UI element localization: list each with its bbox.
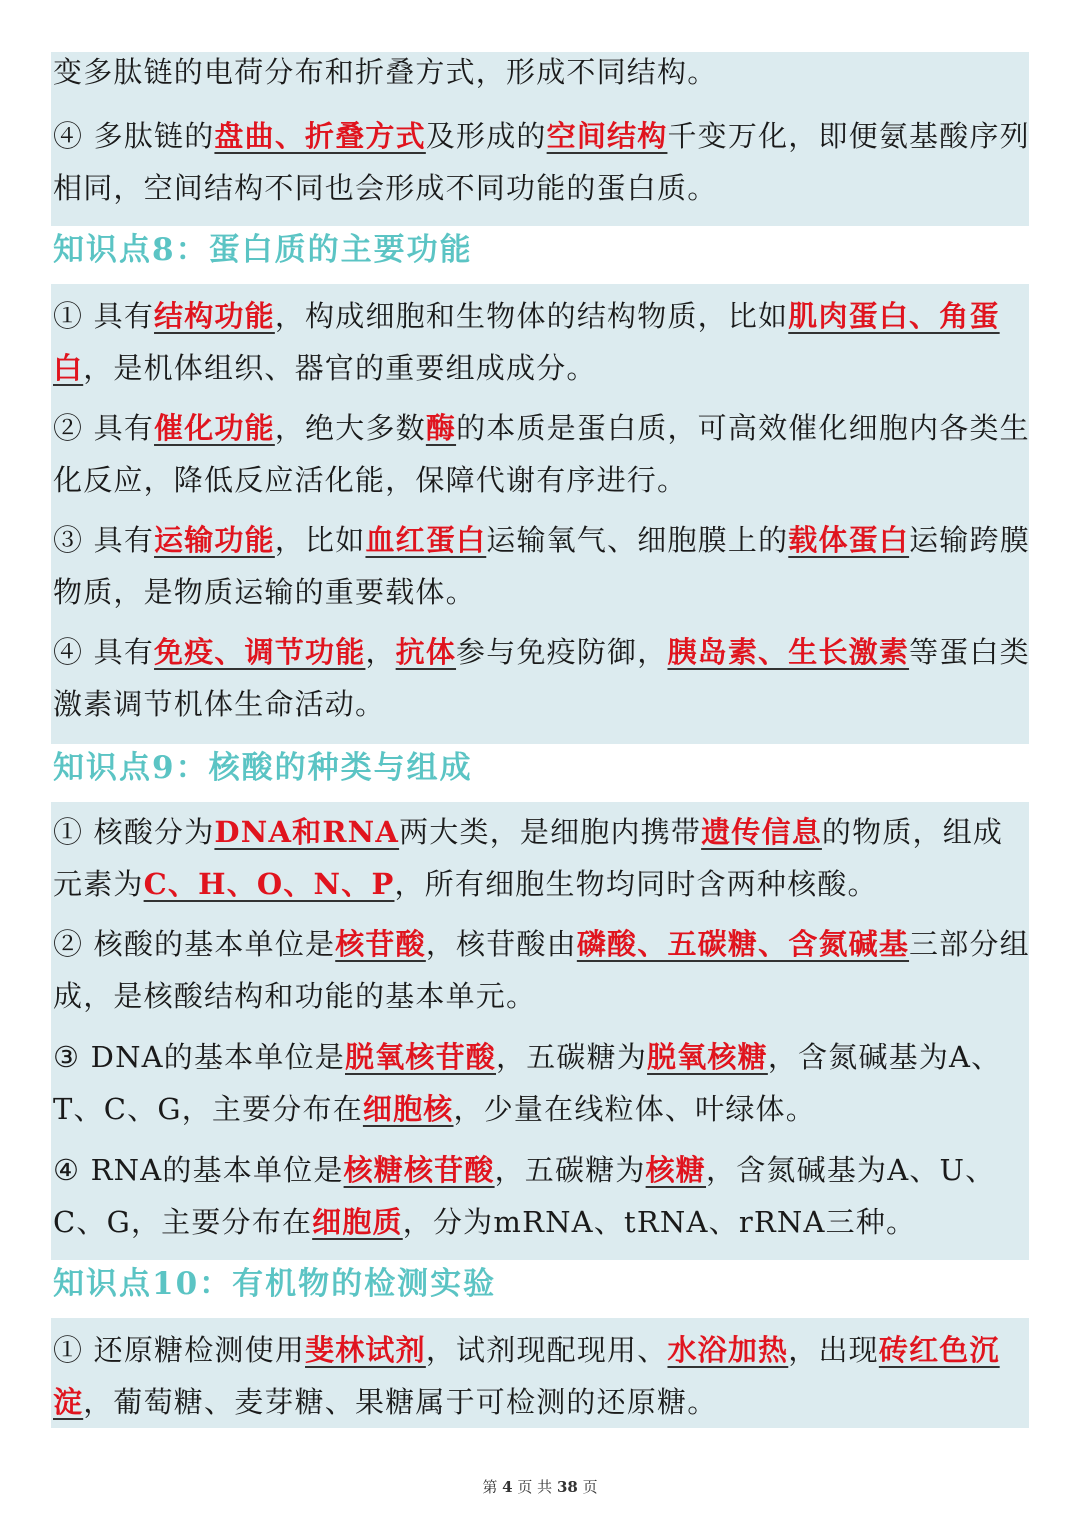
paragraph-text: ，分为mRNA、tRNA、rRNA三种。 xyxy=(402,1205,917,1239)
highlighted-term: 脱氧核糖 xyxy=(647,1040,768,1074)
highlighted-term: DNA和RNA xyxy=(214,815,400,849)
paragraph-text: ，绝大多数 xyxy=(274,411,426,445)
paragraph-text: 的物质，组成元素为 xyxy=(53,815,1004,901)
paragraph-text: ④ RNA的基本单位是 xyxy=(53,1153,344,1187)
highlighted-term: 细胞质 xyxy=(312,1205,403,1239)
paragraph-text: ，核苷酸由 xyxy=(425,927,577,961)
section-heading: 知识点10：有机物的检测实验 xyxy=(53,1266,497,1302)
paragraph-text: ，五碳糖为 xyxy=(496,1040,648,1074)
paragraph-text: ① 还原糖检测使用 xyxy=(53,1333,306,1367)
page-number-suffix: 页 xyxy=(582,1478,598,1496)
section-heading: 知识点8：蛋白质的主要功能 xyxy=(53,232,473,268)
paragraph-text: 变多肽链的电荷分布和折叠方式，形成不同结构。 xyxy=(53,55,718,89)
paragraph xyxy=(53,290,1033,394)
paragraph xyxy=(53,1031,1033,1135)
highlighted-term: 载体蛋白 xyxy=(788,523,910,557)
highlighted-term: 细胞核 xyxy=(362,1092,454,1126)
paragraph-text: 及形成的 xyxy=(425,119,547,153)
page-number-middle: 页 共 xyxy=(517,1478,553,1496)
highlighted-term: 空间结构 xyxy=(546,119,668,153)
page-number-total: 38 xyxy=(556,1478,578,1496)
page-number xyxy=(0,1476,1080,1497)
paragraph-text: ④ 多肽链的 xyxy=(53,119,215,153)
highlighted-term: 核苷酸 xyxy=(335,927,426,961)
paragraph-text: ② 具有 xyxy=(53,411,155,445)
paragraph-text: ，是机体组织、器官的重要组成成分。 xyxy=(83,351,597,385)
paragraph-text: ， xyxy=(365,635,396,669)
paragraph xyxy=(53,918,1033,1022)
paragraph-text: ，所有细胞生物均同时含两种核酸。 xyxy=(394,867,878,901)
highlighted-term: 血红蛋白 xyxy=(365,523,487,557)
paragraph-text: ，试剂现配现用、 xyxy=(425,1333,668,1367)
paragraph-text: ，含氮碱基为A、U、C、G，主要分布在 xyxy=(53,1153,996,1239)
section-heading: 知识点9：核酸的种类与组成 xyxy=(53,750,473,786)
paragraph-text: ① 核酸分为 xyxy=(53,815,215,849)
paragraph-text: ，出现 xyxy=(788,1333,879,1367)
highlighted-term: 斐林试剂 xyxy=(305,1333,426,1367)
paragraph-text: 三部分组成，是核酸结构和功能的基本单元。 xyxy=(53,927,1030,1013)
highlighted-term: 酶 xyxy=(425,411,457,445)
highlighted-term: 核糖 xyxy=(645,1153,707,1187)
highlighted-term: 磷酸、五碳糖、含氮碱基 xyxy=(576,927,910,961)
paragraph xyxy=(53,1144,1033,1248)
paragraph-text: 千变万化，即便氨基酸序列相同，空间结构不同也会形成不同功能的蛋白质。 xyxy=(53,119,1030,205)
paragraph-text: ③ DNA的基本单位是 xyxy=(53,1040,345,1074)
paragraph-text: ，少量在线粒体、叶绿体。 xyxy=(453,1092,816,1126)
paragraph-text: ，五碳糖为 xyxy=(494,1153,646,1187)
paragraph-text: ，比如 xyxy=(274,523,366,557)
highlighted-term: 抗体 xyxy=(395,635,457,669)
highlighted-term: 免疫、调节功能 xyxy=(154,635,366,669)
highlighted-term: C、H、O、N、P xyxy=(143,867,395,901)
paragraph-text: 的本质是蛋白质，可高效催化细胞内各类生化反应，降低反应活化能，保障代谢有序进行。 xyxy=(53,411,1030,497)
paragraph-text: ③ 具有 xyxy=(53,523,155,557)
paragraph-text: ，葡萄糖、麦芽糖、果糖属于可检测的还原糖。 xyxy=(83,1385,718,1419)
highlighted-term: 肌肉蛋白、角蛋白 xyxy=(53,299,1000,385)
paragraph-text: ，构成细胞和生物体的结构物质，比如 xyxy=(274,299,789,333)
highlighted-term: 砖红色沉淀 xyxy=(53,1333,1000,1419)
paragraph-text: ② 核酸的基本单位是 xyxy=(53,927,336,961)
highlighted-term: 核糖核苷酸 xyxy=(343,1153,495,1187)
highlighted-term: 结构功能 xyxy=(154,299,275,333)
paragraph-text: ，含氮碱基为A、T、C、G，主要分布在 xyxy=(53,1040,1002,1126)
paragraph xyxy=(53,46,1033,98)
highlighted-term: 脱氧核苷酸 xyxy=(345,1040,497,1074)
paragraph-text: 两大类，是细胞内携带 xyxy=(399,815,702,849)
paragraph-text: 参与免疫防御， xyxy=(456,635,668,669)
paragraph-text: 等蛋白类激素调节机体生命活动。 xyxy=(53,635,1030,721)
paragraph xyxy=(53,806,1033,910)
page-number-current: 4 xyxy=(502,1478,513,1496)
paragraph xyxy=(53,110,1033,214)
paragraph xyxy=(53,1324,1033,1428)
page-number-prefix: 第 xyxy=(482,1478,498,1496)
highlighted-term: 运输功能 xyxy=(154,523,275,557)
highlighted-term: 盘曲、折叠方式 xyxy=(214,119,426,153)
paragraph-text: ① 具有 xyxy=(53,299,155,333)
paragraph-text: ④ 具有 xyxy=(53,635,155,669)
paragraph xyxy=(53,514,1033,618)
highlighted-term: 胰岛素、生长激素 xyxy=(667,635,910,669)
highlighted-term: 水浴加热 xyxy=(667,1333,789,1367)
paragraph-text: 运输氧气、细胞膜上的 xyxy=(486,523,789,557)
paragraph xyxy=(53,626,1033,730)
paragraph xyxy=(53,402,1033,506)
highlighted-term: 催化功能 xyxy=(154,411,275,445)
paragraph-text: 运输跨膜物质，是物质运输的重要载体。 xyxy=(53,523,1030,609)
highlighted-term: 遗传信息 xyxy=(701,815,822,849)
